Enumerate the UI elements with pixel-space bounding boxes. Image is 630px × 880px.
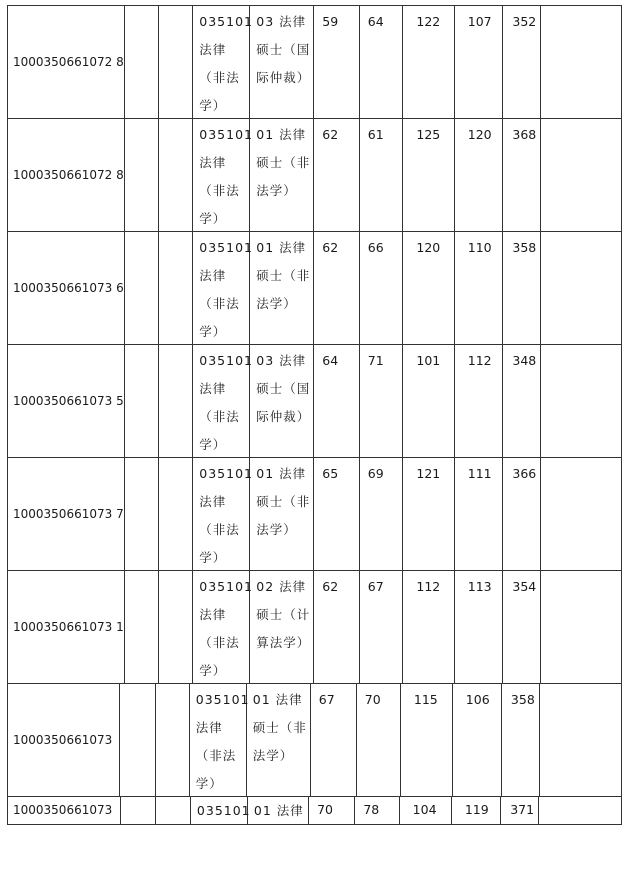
- direction-line: 02 法律: [256, 579, 307, 594]
- candidate-id: 1000350661072 8: [13, 168, 124, 182]
- major-line: 法律: [199, 494, 227, 509]
- candidate-id: 1000350661073 5: [13, 394, 124, 408]
- score-foreign-language: 78: [355, 797, 399, 824]
- major-line: 法律: [195, 720, 223, 735]
- major-cell: [193, 458, 253, 570]
- score-politics: 59: [314, 6, 359, 118]
- major-cell: [191, 797, 251, 824]
- major-line: 035101: [196, 803, 251, 818]
- table-row: [8, 797, 622, 825]
- total-score: 354: [503, 571, 540, 683]
- direction-line: 硕士（非: [256, 155, 311, 170]
- direction-line: 硕士（计: [256, 607, 311, 622]
- candidate-id-cell: [8, 571, 125, 683]
- major-line: 035101: [199, 240, 253, 255]
- major-line: （非法: [195, 748, 237, 763]
- score-subject-2: 110: [455, 232, 504, 344]
- direction-line: 01 法律: [253, 803, 304, 818]
- major-line: 035101: [199, 14, 253, 29]
- major-line: 学）: [199, 437, 227, 452]
- score-subject-1: 115: [401, 684, 453, 796]
- blank-cell: [159, 119, 193, 231]
- candidate-id: 1000350661072 8: [13, 55, 124, 69]
- table-row: [8, 684, 622, 797]
- table-row: [8, 345, 622, 458]
- remarks-cell: [541, 458, 622, 570]
- total-score: 366: [503, 458, 540, 570]
- major-line: 法律: [199, 381, 227, 396]
- score-subject-1: 101: [403, 345, 454, 457]
- score-foreign-language: 67: [360, 571, 404, 683]
- major-line: 学）: [199, 550, 227, 565]
- total-score: 358: [502, 684, 540, 796]
- major-line: （非法: [199, 70, 240, 85]
- direction-line: 算法学）: [256, 635, 311, 650]
- total-score: 348: [503, 345, 540, 457]
- major-cell: [193, 345, 253, 457]
- score-politics: 62: [314, 232, 359, 344]
- score-subject-1: 112: [403, 571, 454, 683]
- major-line: 法律: [199, 155, 227, 170]
- major-line: 学）: [199, 324, 227, 339]
- major-line: 学）: [199, 211, 227, 226]
- direction-line: 03 法律: [256, 14, 307, 29]
- major-line: 学）: [199, 663, 227, 678]
- research-direction-cell: [247, 684, 311, 796]
- direction-line: 际仲裁）: [256, 409, 311, 424]
- candidate-id-cell: [8, 232, 125, 344]
- score-subject-2: 120: [455, 119, 504, 231]
- major-line: 035101: [199, 579, 253, 594]
- score-table: [7, 5, 622, 825]
- score-subject-1: 125: [403, 119, 454, 231]
- name-cell: [125, 458, 160, 570]
- name-cell: [125, 6, 160, 118]
- score-politics: 62: [314, 119, 359, 231]
- major-line: （非法: [199, 635, 240, 650]
- score-subject-2: 111: [455, 458, 504, 570]
- direction-line: 际仲裁）: [256, 70, 311, 85]
- remarks-cell: [539, 797, 622, 824]
- name-cell: [125, 232, 160, 344]
- research-direction-cell: [250, 345, 314, 457]
- score-foreign-language: 70: [357, 684, 401, 796]
- research-direction-cell: [248, 797, 309, 824]
- candidate-id-cell: [8, 345, 125, 457]
- blank-cell: [159, 232, 193, 344]
- major-cell: [193, 6, 253, 118]
- remarks-cell: [540, 684, 622, 796]
- total-score: 358: [503, 232, 540, 344]
- candidate-id: 1000350661073: [13, 733, 113, 747]
- candidate-id: 1000350661073 1: [13, 620, 124, 634]
- score-politics: 65: [314, 458, 359, 570]
- direction-line: 03 法律: [256, 353, 307, 368]
- direction-line: 法学）: [252, 748, 294, 763]
- blank-cell: [156, 684, 190, 796]
- candidate-id: 1000350661073 6: [13, 281, 124, 295]
- score-subject-2: 107: [455, 6, 504, 118]
- score-politics: 64: [314, 345, 359, 457]
- remarks-cell: [541, 571, 622, 683]
- candidate-id-cell: [8, 6, 125, 118]
- score-subject-2: 106: [453, 684, 502, 796]
- remarks-cell: [541, 232, 622, 344]
- remarks-cell: [541, 119, 622, 231]
- major-cell: [193, 119, 253, 231]
- major-line: （非法: [199, 409, 240, 424]
- direction-line: 硕士（非: [252, 720, 307, 735]
- score-subject-1: 104: [400, 797, 452, 824]
- score-subject-1: 120: [403, 232, 454, 344]
- score-subject-1: 121: [403, 458, 454, 570]
- major-cell: [193, 232, 253, 344]
- blank-cell: [159, 571, 193, 683]
- remarks-cell: [541, 345, 622, 457]
- research-direction-cell: [250, 6, 314, 118]
- total-score: 371: [501, 797, 539, 824]
- major-line: 法律: [199, 607, 227, 622]
- table-row: [8, 6, 622, 119]
- table-row: [8, 232, 622, 345]
- score-foreign-language: 69: [360, 458, 404, 570]
- major-line: 035101: [199, 466, 253, 481]
- name-cell: [121, 797, 156, 824]
- score-subject-2: 113: [455, 571, 504, 683]
- score-politics: 70: [309, 797, 355, 824]
- direction-line: 法学）: [256, 522, 297, 537]
- direction-line: 硕士（国: [256, 42, 311, 57]
- direction-line: 硕士（非: [256, 268, 311, 283]
- table-row: [8, 458, 622, 571]
- candidate-id-cell: [8, 797, 121, 824]
- name-cell: [125, 571, 160, 683]
- major-line: （非法: [199, 183, 240, 198]
- score-politics: 62: [314, 571, 359, 683]
- candidate-id-cell: [8, 458, 125, 570]
- major-line: 学）: [199, 98, 227, 113]
- major-line: 法律: [199, 268, 227, 283]
- score-subject-2: 119: [452, 797, 501, 824]
- blank-cell: [159, 345, 193, 457]
- major-line: （非法: [199, 296, 240, 311]
- direction-line: 法学）: [256, 183, 297, 198]
- direction-line: 01 法律: [256, 127, 307, 142]
- direction-line: 法学）: [256, 296, 297, 311]
- candidate-id-cell: [8, 684, 120, 796]
- direction-line: 01 法律: [256, 240, 307, 255]
- research-direction-cell: [250, 119, 314, 231]
- score-subject-1: 122: [403, 6, 454, 118]
- score-politics: 67: [311, 684, 357, 796]
- major-cell: [190, 684, 250, 796]
- name-cell: [125, 345, 160, 457]
- total-score: 368: [503, 119, 540, 231]
- table-row: [8, 119, 622, 232]
- table-row: [8, 571, 622, 684]
- name-cell: [125, 119, 160, 231]
- score-foreign-language: 61: [360, 119, 404, 231]
- name-cell: [120, 684, 155, 796]
- candidate-id: 1000350661073 7: [13, 507, 124, 521]
- direction-line: 01 法律: [256, 466, 307, 481]
- score-subject-2: 112: [455, 345, 504, 457]
- research-direction-cell: [250, 232, 314, 344]
- major-line: （非法: [199, 522, 240, 537]
- blank-cell: [159, 458, 193, 570]
- direction-line: 硕士（非: [256, 494, 311, 509]
- score-foreign-language: 64: [360, 6, 404, 118]
- blank-cell: [156, 797, 191, 824]
- total-score: 352: [503, 6, 540, 118]
- direction-line: 硕士（国: [256, 381, 311, 396]
- remarks-cell: [541, 6, 622, 118]
- major-line: 035101: [199, 353, 253, 368]
- score-foreign-language: 66: [360, 232, 404, 344]
- major-line: 035101: [195, 692, 250, 707]
- major-line: 法律: [199, 42, 227, 57]
- research-direction-cell: [250, 571, 314, 683]
- major-cell: [193, 571, 253, 683]
- research-direction-cell: [250, 458, 314, 570]
- score-foreign-language: 71: [360, 345, 404, 457]
- major-line: 035101: [199, 127, 253, 142]
- blank-cell: [159, 6, 193, 118]
- candidate-id: 1000350661073: [13, 803, 113, 817]
- direction-line: 01 法律: [252, 692, 303, 707]
- major-line: 学）: [195, 776, 223, 791]
- candidate-id-cell: [8, 119, 125, 231]
